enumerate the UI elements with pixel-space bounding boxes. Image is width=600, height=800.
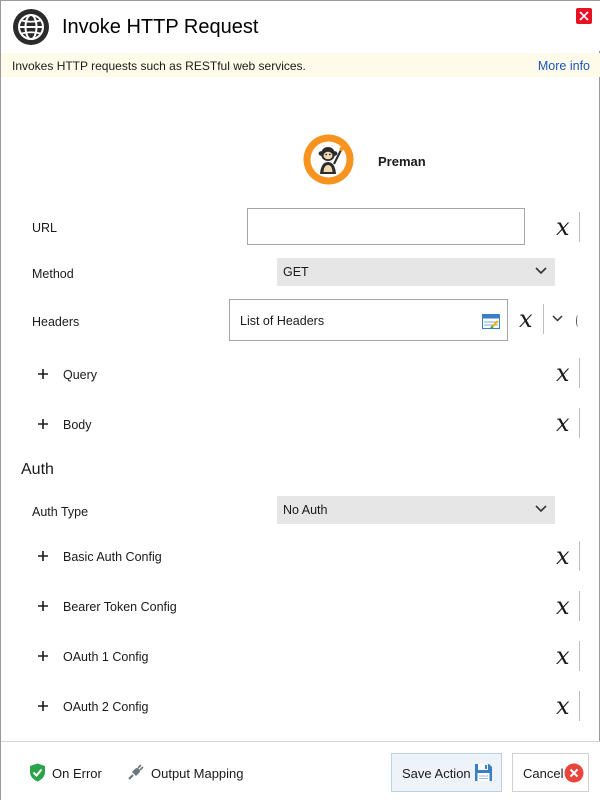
close-icon <box>579 11 589 21</box>
auth-type-select[interactable] <box>277 496 555 524</box>
plus-icon[interactable] <box>37 700 49 712</box>
headers-value: List of Headers <box>240 314 325 328</box>
divider <box>579 358 580 388</box>
profile-name: Preman <box>378 154 426 169</box>
divider <box>579 408 580 438</box>
oauth2-config-label[interactable]: OAuth 2 Config <box>63 700 149 714</box>
cancel-button[interactable] <box>512 753 589 792</box>
cancel-label: Cancel <box>523 766 564 781</box>
fx-icon[interactable] <box>554 212 578 242</box>
save-action-label: Save Action <box>402 766 471 781</box>
headers-field[interactable] <box>229 299 508 341</box>
overflow-indicator <box>576 315 580 327</box>
chevron-down-icon <box>535 505 547 513</box>
cancel-circle-icon <box>564 763 584 783</box>
fx-icon[interactable] <box>554 541 578 571</box>
divider <box>543 304 544 334</box>
plug-icon <box>127 763 145 781</box>
close-button[interactable] <box>576 8 592 24</box>
more-info-link[interactable]: More info <box>537 59 590 73</box>
info-bar <box>1 53 600 77</box>
output-mapping-button[interactable]: Output Mapping <box>151 766 244 781</box>
title-bar <box>1 1 600 51</box>
url-input[interactable] <box>247 208 525 245</box>
divider <box>579 641 580 671</box>
chevron-down-icon <box>535 267 547 275</box>
window-title: Invoke HTTP Request <box>62 16 259 38</box>
method-select[interactable] <box>277 258 555 286</box>
floppy-icon <box>474 763 493 782</box>
fx-icon[interactable] <box>517 304 541 334</box>
auth-section-title: Auth <box>21 461 54 478</box>
method-value: GET <box>283 265 309 279</box>
action-description: Invokes HTTP requests such as RESTful web services. <box>12 59 306 73</box>
plus-icon[interactable] <box>37 650 49 662</box>
svg-text:x: x <box>519 305 533 333</box>
table-icon[interactable] <box>482 314 500 329</box>
fx-icon[interactable] <box>554 358 578 388</box>
url-label: URL <box>32 221 58 235</box>
save-action-button[interactable] <box>391 753 502 792</box>
method-label: Method <box>32 267 74 281</box>
divider <box>579 212 580 242</box>
shield-icon <box>29 763 46 782</box>
basic-auth-config-label[interactable]: Basic Auth Config <box>63 550 162 564</box>
footer-bar <box>1 741 600 800</box>
plus-icon[interactable] <box>37 550 49 562</box>
svg-text:x: x <box>556 642 570 670</box>
avatar <box>303 134 354 185</box>
svg-text:x: x <box>556 692 570 720</box>
divider <box>579 691 580 721</box>
query-label[interactable]: Query <box>63 368 98 382</box>
svg-text:x: x <box>556 409 570 437</box>
bearer-token-config-label[interactable]: Bearer Token Config <box>63 600 177 614</box>
divider <box>579 591 580 621</box>
plus-icon[interactable] <box>37 600 49 612</box>
body-label[interactable]: Body <box>63 418 92 432</box>
svg-text:x: x <box>556 359 570 387</box>
headers-label: Headers <box>32 315 80 329</box>
globe-icon <box>12 8 50 46</box>
chevron-down-icon[interactable] <box>552 315 563 323</box>
svg-text:x: x <box>556 213 570 241</box>
svg-text:x: x <box>556 542 570 570</box>
divider <box>579 541 580 571</box>
fx-icon[interactable] <box>554 641 578 671</box>
fx-icon[interactable] <box>554 591 578 621</box>
fx-icon[interactable] <box>554 691 578 721</box>
oauth1-config-label[interactable]: OAuth 1 Config <box>63 650 149 664</box>
svg-text:x: x <box>556 592 570 620</box>
auth-type-value: No Auth <box>283 503 328 517</box>
plus-icon[interactable] <box>37 368 49 380</box>
on-error-button[interactable]: On Error <box>52 766 102 781</box>
auth-type-label: Auth Type <box>32 505 89 519</box>
plus-icon[interactable] <box>37 418 49 430</box>
fx-icon[interactable] <box>554 408 578 438</box>
